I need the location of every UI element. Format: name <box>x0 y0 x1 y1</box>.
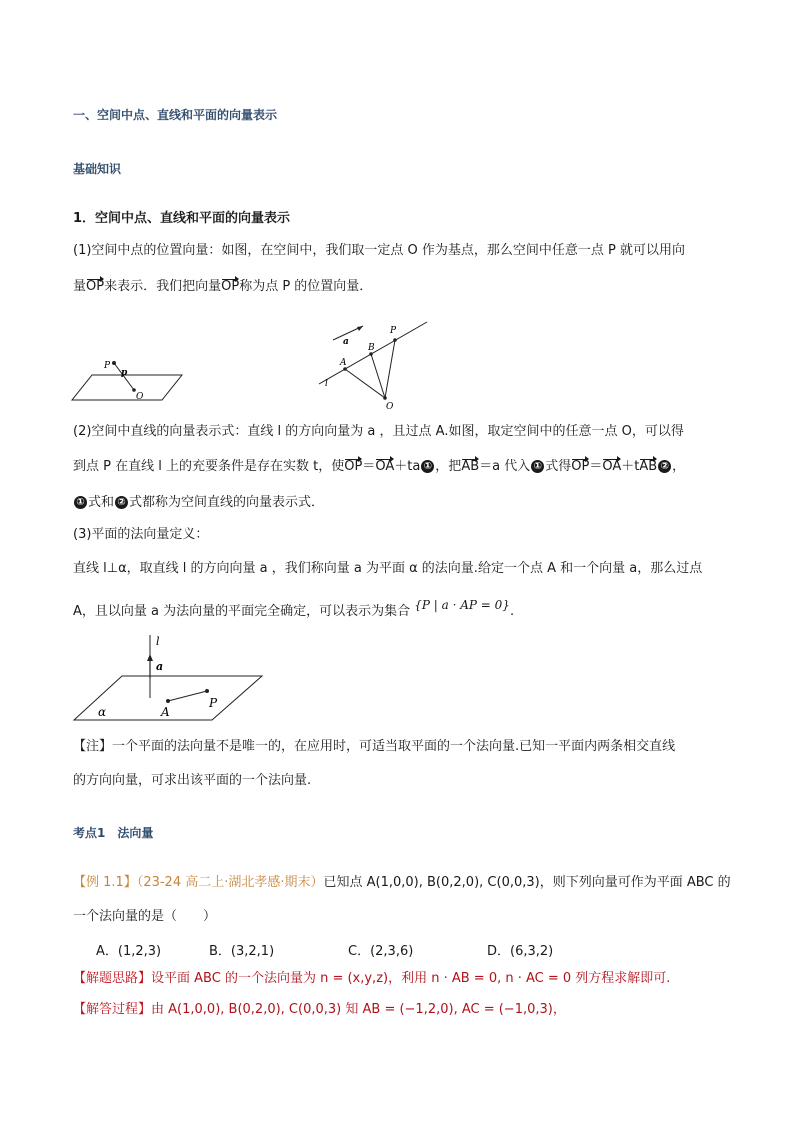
vector-op: OP <box>344 459 363 474</box>
figure-line-vector <box>305 318 435 410</box>
option-b: B．(3,2,1) <box>209 944 275 959</box>
hint-text: 设平面 ABC 的一个法向量为 n = (x,y,z)，利用 n · AB = 0, n · AC = 0 列方程求解即可. <box>151 971 671 986</box>
segment-oa <box>345 369 385 398</box>
label-a: a <box>343 337 349 347</box>
p1-text-c: 称为点 P 的位置向量． <box>239 279 373 294</box>
p2-text-f: 式都称为空间直线的向量表示式． <box>129 495 325 510</box>
vector-op-2: OP <box>221 279 240 294</box>
p3-line3 <box>73 596 514 621</box>
section-title: 一、空间中点、直线和平面的向量表示 <box>73 108 278 122</box>
hint-line <box>73 970 670 988</box>
p1-line1: (1)空间中点的位置向量：如图，在空间中，我们取一定点 O 作为基点，那么空间中任意一点 P 就可以用向 <box>73 243 686 258</box>
option-a: A．(1,2,3) <box>96 944 162 959</box>
label-A: A <box>161 705 170 719</box>
p1-text-b: 来表示．我们把向量 <box>104 279 222 294</box>
vector-ab-2: AB <box>639 459 658 474</box>
p2-text-d: 式得 <box>545 459 572 474</box>
comma: ， <box>672 459 686 474</box>
segment-ob <box>371 354 385 398</box>
point-P <box>205 689 209 693</box>
p3-line1: (3)平面的法向量定义： <box>73 527 209 542</box>
hint-tag: 【解题思路】 <box>73 971 152 986</box>
p3-line2: 直线 l⊥α，取直线 l 的方向向量 a ，我们称向量 a 为平面 α 的法向量.给定一个点 A 和一个向量 a，那么过点 <box>73 561 703 576</box>
p2-line2 <box>73 458 685 476</box>
p3-text: A，且以向量 a 为法向量的平面完全确定，可以表示为集合 <box>73 604 411 619</box>
label-P: P <box>209 696 218 710</box>
p2-line1: (2)空间中直线的向量表示式：直线 l 的方向向量为 a ，且过点 A.如图，取定空间中的任意一点 O，可以得 <box>73 424 684 439</box>
label-P: P <box>104 361 111 371</box>
figure-position-vector <box>70 355 190 405</box>
plus-t: ＋t <box>621 459 640 474</box>
p2-text-e: 式和 <box>88 495 115 510</box>
period: . <box>509 604 515 619</box>
process-tag: 【解答过程】 <box>73 1002 152 1017</box>
label-P: P <box>390 326 397 336</box>
vector-op: OP <box>86 279 105 294</box>
vector-oa: OA <box>375 459 395 474</box>
option-c: C．(2,3,6) <box>348 944 414 959</box>
example-stem-line1 <box>73 874 731 892</box>
label-l: l <box>156 635 160 648</box>
label-O: O <box>136 392 144 402</box>
label-A: A <box>340 358 347 368</box>
circled-one-ref-2: ① <box>74 496 87 509</box>
arrow-head-a <box>147 654 153 661</box>
sub-title: 基础知识 <box>73 162 122 176</box>
note-line1: 【注】一个平面的法向量不是唯一的，在应用时，可适当取平面的一个法向量.已知一平面内两条相交直线 <box>73 739 676 754</box>
vector-oa-2: OA <box>602 459 622 474</box>
vector-ab: AB <box>461 459 480 474</box>
process-line <box>73 1001 566 1019</box>
circled-two-ref: ② <box>115 496 128 509</box>
point-O <box>383 396 387 400</box>
item1-title: 1．空间中点、直线和平面的向量表示 <box>73 211 291 226</box>
circled-one: ① <box>421 460 434 473</box>
label-alpha: α <box>98 705 107 719</box>
p2-text-b: ，把 <box>435 459 462 474</box>
label-p-vector: p <box>121 368 128 378</box>
p2-line3 <box>73 494 324 512</box>
equals-sign: ＝ <box>362 459 376 474</box>
process-text: 由 A(1,0,0), B(0,2,0), C(0,0,3) 知 AB = (−1,2,0), AC = (−1,0,3)， <box>151 1002 566 1017</box>
label-O: O <box>386 402 394 410</box>
plane-outline <box>72 375 182 400</box>
p1-text-a: 量 <box>73 279 87 294</box>
line-l <box>319 322 427 384</box>
plus-ta: ＋ta <box>394 459 421 474</box>
note-line2: 的方向向量，可求出该平面的一个法向量. <box>73 773 312 788</box>
arrow-head-a <box>357 326 363 331</box>
label-B: B <box>368 343 375 353</box>
set-expression: {P | a · AP = 0} <box>414 598 510 612</box>
equals-sign-2: ＝ <box>589 459 603 474</box>
example-stem-line2: 一个法向量的是（ ） <box>73 909 217 924</box>
segment-op <box>385 340 395 398</box>
vector-op-2: OP <box>571 459 590 474</box>
circled-two: ② <box>658 460 671 473</box>
circled-one-ref: ① <box>531 460 544 473</box>
example-stem: 已知点 A(1,0,0), B(0,2,0), C(0,0,3)，则下列向量可作为平面 ABC 的 <box>323 875 731 890</box>
label-a: a <box>156 660 164 673</box>
segment-ap <box>168 691 207 701</box>
option-d: D．(6,3,2) <box>487 944 554 959</box>
p2-text-c: ＝a 代入 <box>479 459 531 474</box>
p1-line2 <box>73 278 372 296</box>
figure-normal-vector <box>72 630 272 725</box>
p2-text-a: 到点 P 在直线 l 上的充要条件是存在实数 t，使 <box>73 459 345 474</box>
example-tag: 【例 1.1】 <box>73 875 137 890</box>
example-source: （23-24 高二上·湖北孝感·期末） <box>136 875 324 890</box>
label-l: l <box>325 379 328 389</box>
kaodian-title: 考点1 法向量 <box>73 826 154 840</box>
